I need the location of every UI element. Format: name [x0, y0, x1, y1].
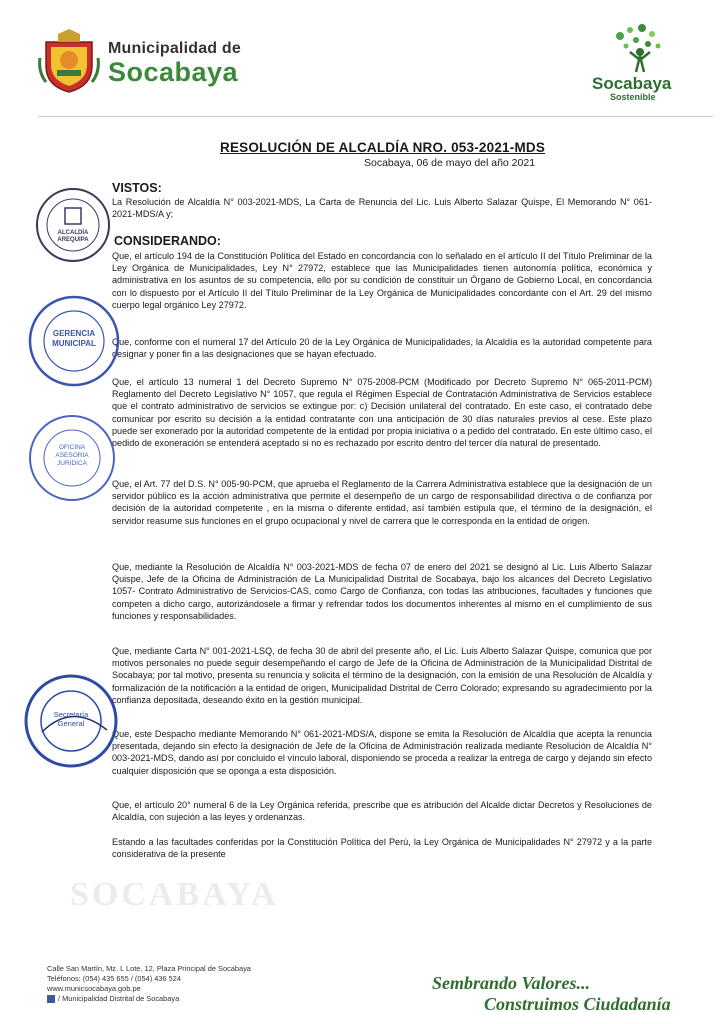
stamp3-line2: ASESORIA	[55, 452, 89, 459]
stamp2-line2: MUNICIPAL	[52, 339, 96, 348]
asesoria-juridica-stamp	[26, 412, 118, 504]
paragraph-6: Que, mediante Carta N° 001-2021-LSQ, de fecha 30 de abril del presente año, el Lic. Luis Alberto Salazar Quispe, comunica que por motivos personales no puede seguir desempeñando el cargo de Jefe de la Oficina de Administración de la Municipalidad Distrital de Socabaya; por tal motivo, presenta su renuncia y solicita el término de la designación, con la emisión de una Resolución de Alcaldía y formalización de la notificación a la entidad de origen, Municipalidad Distrital de Cerro Colorado; expresando su agradecimiento por la confianza depositada, deseando éxito en la gestión municipal.	[112, 646, 652, 705]
socabaya-sostenible-logo	[590, 22, 690, 102]
municipal-coat-of-arms-logo	[38, 28, 100, 94]
stamp1-line2: AREQUIPA	[57, 237, 89, 243]
stamp2-line1: GERENCIA	[52, 329, 96, 338]
slogan-line2: Construimos Ciudadanía	[484, 994, 671, 1014]
resolution-dateline: Socabaya, 06 de mayo del año 2021	[364, 157, 536, 169]
stamp4-line2: General	[57, 719, 85, 728]
facebook-icon	[47, 995, 55, 1003]
footer-contact	[47, 964, 251, 1004]
considerando-heading: CONSIDERANDO:	[114, 234, 221, 248]
paragraph-1: Que, el artículo 194 de la Constitución Política del Estado en concordancia con lo señalado en el artículo II del Título Preliminar de la Ley Orgánica de Municipalidades, Ley N° 27972, establece que las Municipalidades tienen autonomía política, económica y administrativa en los asuntos de su competencia, ello por su condición de constituir un Órgano de Gobierno Local, en concordancia con lo dispuesto por el Artículo II del Título Preliminar de la Ley Orgánica de Municipalidades concordante con el Art. 29 del mismo cuerpo legal orgánico Ley 27972.	[112, 251, 652, 310]
stamp1-line1: ALCALDÍA	[57, 230, 89, 236]
paragraph-4: Que, el Art. 77 del D.S. N° 005-90-PCM, que aprueba el Reglamento de la Carrera Administrativa establece que la designación de un servidor público es la acción administrativa que permite el desempeño de un cargo de responsabilidad directiva o de confianza por decisión de la autoridad competente , en la misma o diferente entidad, así también estipula que, el término de la designación, el servidor reasume sus funciones en el grupo ocupacional y nivel de carrera que le corresponda en la entidad de origen.	[112, 479, 652, 526]
paragraph-3: Que, el artículo 13 numeral 1 del Decreto Supremo N° 075-2008-PCM (Modificado por Decreto Supremo N° 065-2011-PCM) Reglamento del Decreto Legislativo N° 1057, que regula el Régimen Especial de Contratación Administrativa de Servicios establece que el contrato administrativo de servicios se extingue por: c) Decisión unilateral del contratado. En este caso, el contratado debe comunicar por escrito su decisión a la entidad contratante con una anticipación de 30 días naturales previos al cese. Este plazo puede ser exonerado por la autoridad competente de la entidad por propia iniciativa o a pedido del contratado. En este último caso, el pedido de exoneración se entenderá aceptado si no es rechazado por escrito dentro del tercer día natural de presentado.	[112, 377, 652, 449]
stamp4-line1: Secretaría	[53, 710, 89, 719]
paragraph-7: Que, este Despacho mediante Memorando N° 061-2021-MDS/A, dispone se emita la Resolución de Alcaldía que acepta la renuncia presentada, dejando sin efecto la designación de Jefe de la Oficina de Administración realizada mediante Resolución de Alcaldía N° 003-2021-MDS, dando así por concluido el vínculo laboral, disponiendo se proceda a realizar la entrega de cargo y dejando sin efecto cualquier disposición que se oponga a esta disposición.	[112, 729, 652, 776]
tree-people-icon	[590, 22, 690, 76]
vistos-heading: VISTOS:	[112, 181, 162, 195]
brand-name: Socabaya	[592, 74, 672, 93]
header-divider	[38, 116, 713, 117]
vistos-text: La Resolución de Alcaldía N° 003-2021-MDS, La Carta de Renuncia del Lic. Luis Alberto Salazar Quispe, El Memorando N° 061-2021-MDS/A y;	[112, 197, 652, 220]
stamp3-line1: OFICINA	[58, 444, 86, 451]
gerencia-municipal-stamp	[26, 293, 122, 389]
paragraph-5: Que, mediante la Resolución de Alcaldía N° 003-2021-MDS de fecha 07 de enero del 2021 se designó al Lic. Luis Alberto Salazar Quispe, Jefe de la Oficina de Administración de La Municipalidad Distrital de Socabaya, bajo los alcances del Decreto Legislativo 1057- Contrato Administrativo de Servicios-CAS, como Cargo de Confianza, con todas las atribuciones, facultades y funciones que competen a dicho cargo, autorizándosele a firmar y refrendar todos los documentos inherentes al mismo en el cumplimiento de sus funciones y responsabilidades.	[112, 562, 652, 621]
alcaldia-stamp	[34, 186, 112, 264]
stamp3-line3: JURIDICA	[57, 460, 87, 467]
footer-facebook: / Municipalidad Distrital de Socabaya	[58, 994, 180, 1003]
secretaria-general-stamp	[22, 672, 120, 770]
brand-tagline: Sostenible	[610, 92, 656, 102]
paragraph-2: Que, conforme con el numeral 17 del Artículo 20 de la Ley Orgánica de Municipalidades, la Alcaldía es la autoridad competente para designar y poner fin a las designaciones que se hayan efectuado.	[112, 337, 652, 360]
municipality-name-line1: Municipalidad de	[108, 40, 241, 57]
municipality-name	[108, 40, 241, 86]
municipality-name-line2: Socabaya	[108, 57, 239, 87]
slogan-line1: Sembrando Valores...	[432, 973, 591, 993]
footer-address: Calle San Martín, Mz. L Lote. 12, Plaza Principal de Socabaya	[47, 964, 251, 973]
paragraph-8: Que, el artículo 20° numeral 6 de la Ley Orgánica referida, prescribe que es atribución del Alcalde dictar Decretos y Resoluciones de Alcaldía, con sujeción a las leyes y ordenanzas.	[112, 800, 652, 823]
resolution-title: RESOLUCIÓN DE ALCALDÍA NRO. 053-2021-MDS	[220, 140, 546, 155]
paragraph-9: Estando a las facultades conferidas por la Constitución Política del Perú, la Ley Orgánica de Municipalidades N° 27972 y a la parte considerativa de la presente	[112, 837, 652, 860]
footer-website: www.municsocabaya.gob.pe	[47, 984, 141, 993]
socabaya-watermark: SOCABAYA	[70, 876, 279, 913]
footer-phones: Teléfonos: (054) 435 655 / (054) 436 524	[47, 974, 181, 983]
